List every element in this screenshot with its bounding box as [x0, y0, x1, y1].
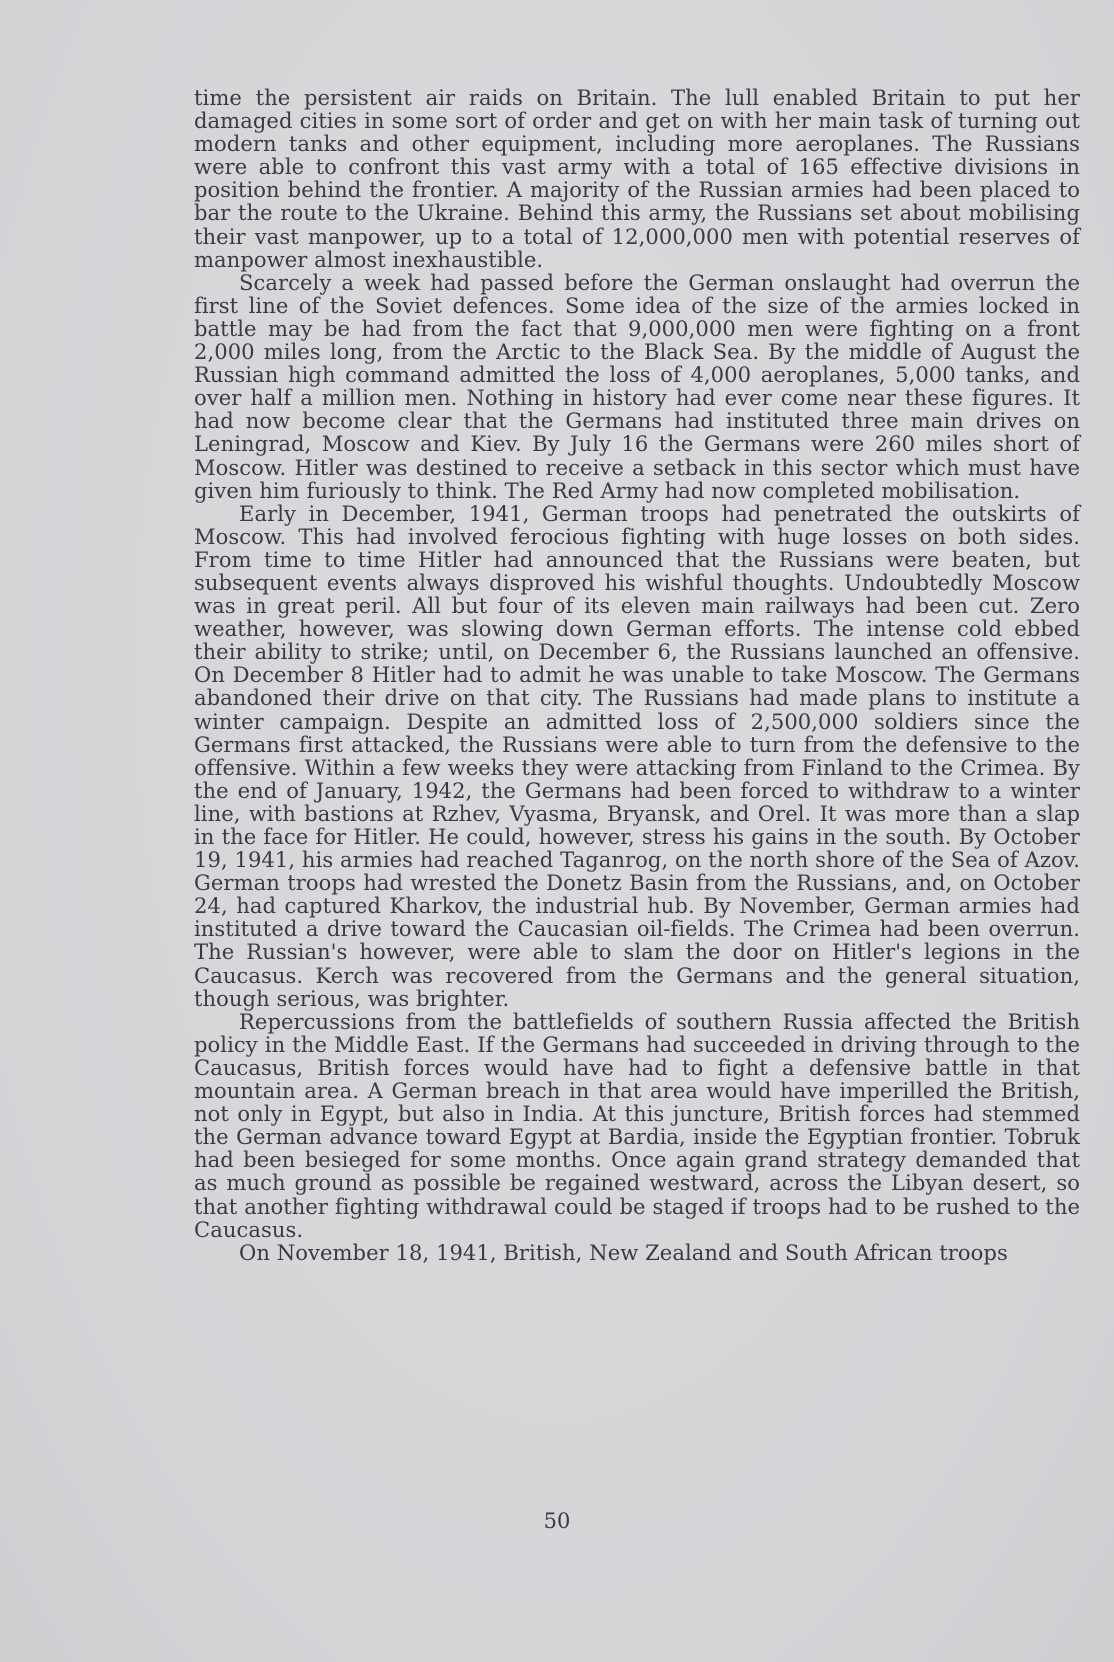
- page-number: 50: [543, 1509, 571, 1533]
- paragraph: Scarcely a week had passed before the German onslaught had overrun the first line of the Soviet defences. Some idea of the size of the armies locked in battle may be had from the fact that 9,000,000 men were fighting on a front 2,000 miles long, from the Arctic to the Black Sea. By the middle of August the Russian high command admitted the loss of 4,000 aeroplanes, 5,000 tanks, and over half a million men. Nothing in history had ever come near these figures. It had now become clear that the Germans had instituted three main drives on Leningrad, Moscow and Kiev. By July 16 the Germans were 260 miles short of Moscow. Hitler was destined to receive a setback in this sector which must have given him furiously to think. The Red Army had now completed mobilisation.: [194, 269, 1080, 503]
- paragraph: Early in December, 1941, German troops had penetrated the outskirts of Moscow. This had involved ferocious fighting with huge losses on both sides. From time to time Hitler had announced that the Russians were beaten, but subsequent events always disproved his wishful thoughts. Undoubtedly Moscow was in great peril. All but four of its eleven main railways had been cut. Zero weather, however, was slowing down German efforts. The intense cold ebbed their ability to strike; until, on December 6, the Russians launched an offensive. On December 8 Hitler had to admit he was unable to take Moscow. The Germans abandoned their drive on that city. The Russians had made plans to institute a winter campaign. Despite an admitted loss of 2,500,000 soldiers since the Germans first attacked, the Russians were able to turn from the defensive to the offensive. Within a few weeks they were attacking from Finland to the Crimea. By the end of January, 1942, the Germans had been forced to withdraw to a winter line, with bastions at Rzhev, Vyasma, Bryansk, and Orel. It was more than a slap in the face for Hitler. He could, however, stress his gains in the south. By October 19, 1941, his armies had reached Taganrog, on the north shore of the Sea of Azov. German troops had wrested the Donetz Basin from the Russians, and, on October 24, had captured Kharkov, the industrial hub. By November, German armies had instituted a drive toward the Caucasian oil-fields. The Crimea had been overrun. The Russian's however, were able to slam the door on Hitler's legions in the Caucasus. Kerch was recovered from the Germans and the general situation, though serious, was brighter.: [194, 500, 1080, 1011]
- paragraph-continued: time the persistent air raids on Britain. The lull enabled Britain to put her damaged cities in some sort of order and get on with her main task of turning out modern tanks and other equipment, including more aeroplanes. The Russians were able to confront this vast army with a total of 165 effective divisions in position behind the frontier. A majority of the Russian armies had been placed to bar the route to the Ukraine. Behind this army, the Russians set about mobilising their vast manpower, up to a total of 12,000,000 men with potential reserves of manpower almost inexhaustible.: [194, 85, 1080, 272]
- paragraph: Repercussions from the battlefields of southern Russia affected the British policy in the Middle East. If the Germans had succeeded in driving through to the Caucasus, British forces would have had to fight a defensive battle in that mountain area. A German breach in that area would have imperilled the British, not only in Egypt, but also in India. At this juncture, British forces had stemmed the German advance toward Egypt at Bardia, inside the Egyptian frontier. Tobruk had been besieged for some months. Once again grand strategy demanded that as much ground as possible be regained westward, across the Libyan desert, so that another fighting withdrawal could be staged if troops had to be rushed to the Caucasus.: [194, 1008, 1080, 1242]
- body-text: [194, 86, 1080, 1264]
- paragraph: On November 18, 1941, British, New Zealand and South African troops: [239, 1239, 1008, 1265]
